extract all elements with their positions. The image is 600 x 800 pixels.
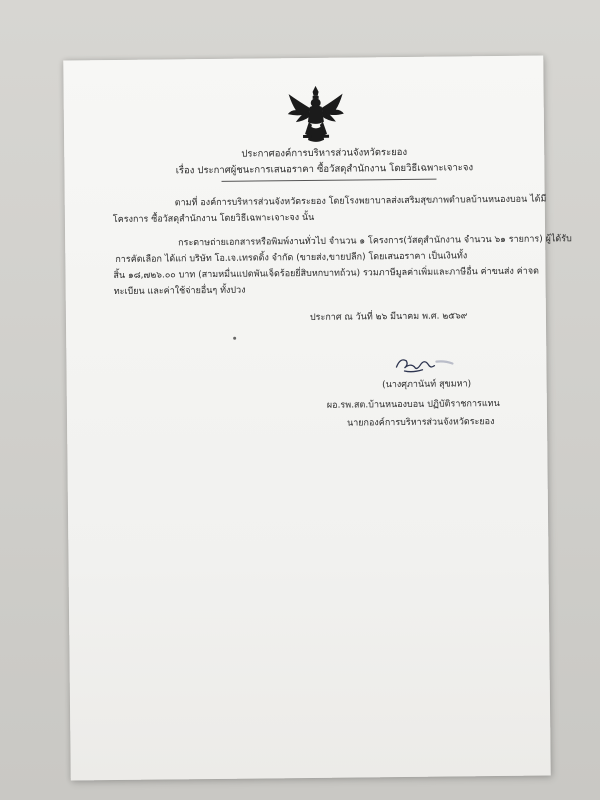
signer-position-line-2: นายกองค์การบริหารส่วนจังหวัดระยอง — [347, 417, 495, 429]
ink-speck — [233, 337, 236, 340]
signer-name: (นางศุภานันท์ สุขมหา) — [382, 379, 472, 391]
paragraph-2-line-4: ทะเบียน และค่าใช้จ่ายอื่นๆ ทั้งปวง — [113, 285, 246, 298]
title-divider — [222, 179, 437, 182]
announcement-title: ประกาศองค์การบริหารส่วนจังหวัดระยอง — [241, 146, 408, 160]
paragraph-2-line-2: การคัดเลือก ได้แก่ บริษัท โอ.เจ.เทรดดิ้ง จำกัด (ขายส่ง,ขายปลีก) โดยเสนอราคา เป็นเงินทั้ง — [115, 251, 468, 265]
signer-position-line-1: ผอ.รพ.สต.บ้านหนองบอน ปฏิบัติราชการแทน — [326, 398, 500, 411]
paragraph-1-line-1: ตามที่ องค์การบริหารส่วนจังหวัดระยอง โดยโรงพยาบาลส่งเสริมสุขภาพตำบลบ้านหนองบอน ได้มี — [174, 194, 547, 209]
paragraph-2-line-3: สิ้น ๑๘,๗๒๖.๐๐ บาท (สามหมื่นแปดพันเจ็ดร้อยยี่สิบหกบาทถ้วน) รวมภาษีมูลค่าเพิ่มและภาษีอื่น ค่าขนส่ง ค่าจด — [113, 266, 540, 282]
announcement-subject: เรื่อง ประกาศผู้ชนะการเสนอราคา ซื้อวัสดุสำนักงาน โดยวิธีเฉพาะเจาะจง — [175, 162, 474, 177]
announcement-date: ประกาศ ณ วันที่ ๒๖ มีนาคม พ.ศ. ๒๕๖๙ — [309, 311, 468, 323]
garuda-emblem-icon — [286, 84, 347, 147]
paragraph-1-line-2: โครงการ ซื้อวัสดุสำนักงาน โดยวิธีเฉพาะเจาะจง นั้น — [112, 212, 315, 226]
handwritten-signature — [374, 352, 464, 375]
paragraph-2-line-1: กระดาษถ่ายเอกสารหรือพิมพ์งานทั่วไป จำนวน ๑ โครงการ(วัสดุสำนักงาน จำนวน ๖๑ รายการ) ผู้ได้รับ — [178, 234, 572, 249]
document-page — [63, 56, 572, 781]
